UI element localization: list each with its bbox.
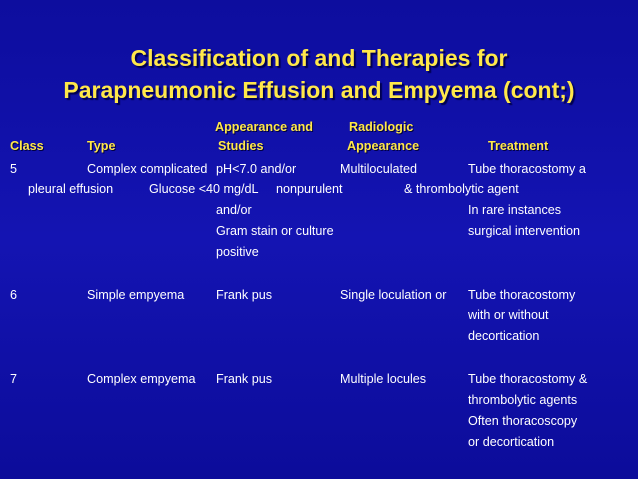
header-type: Type xyxy=(87,139,116,153)
row5-type-line-2: pleural effusion xyxy=(28,182,114,196)
row6-treatment-line-1: Tube thoracostomy xyxy=(468,288,576,302)
row7-treatment-line-2: thrombolytic agents xyxy=(468,393,578,407)
row6-appearance: Single loculation or xyxy=(340,288,447,302)
row5-studies-line-5: positive xyxy=(216,245,259,259)
header-treatment: Treatment xyxy=(488,139,549,153)
row7-treatment-line-4: or decortication xyxy=(468,435,555,449)
header-appearance: Appearance xyxy=(347,139,420,153)
row6-type: Simple empyema xyxy=(87,288,185,302)
row7-appearance: Multiple locules xyxy=(340,372,427,386)
row7-class: 7 xyxy=(10,372,18,386)
row7-type: Complex empyema xyxy=(87,372,196,386)
row5-nonpurulent: nonpurulent xyxy=(276,182,343,196)
row5-studies-line-1: pH<7.0 and/or xyxy=(216,162,297,176)
row5-treatment-line-3: In rare instances xyxy=(468,203,562,217)
header-radiologic: Radiologic xyxy=(349,120,414,134)
row5-treatment-line-2: & thrombolytic agent xyxy=(404,182,519,196)
header-class: Class xyxy=(10,139,44,153)
row7-studies: Frank pus xyxy=(216,372,272,386)
slide-title-line-2: Parapneumonic Effusion and Empyema (cont;) xyxy=(63,77,575,103)
row5-treatment-line-1: Tube thoracostomy a xyxy=(468,162,586,176)
row6-treatment-line-2: with or without xyxy=(468,308,549,322)
row5-studies-line-3: and/or xyxy=(216,203,252,217)
row6-class: 6 xyxy=(10,288,18,302)
row5-studies-line-2: Glucose <40 mg/dL xyxy=(149,182,259,196)
slide-title-line-1: Classification of and Therapies for xyxy=(130,45,508,71)
row6-treatment-line-3: decortication xyxy=(468,329,540,343)
header-appearance-and: Appearance and xyxy=(215,120,313,134)
row5-treatment-line-4: surgical intervention xyxy=(468,224,581,238)
row6-studies: Frank pus xyxy=(216,288,272,302)
row7-treatment-line-1: Tube thoracostomy & xyxy=(468,372,588,386)
row5-appearance: Multiloculated xyxy=(340,162,418,176)
row5-type-line-1: Complex complicated xyxy=(87,162,208,176)
row7-treatment-line-3: Often thoracoscopy xyxy=(468,414,578,428)
row5-studies-line-4: Gram stain or culture xyxy=(216,224,334,238)
row5-class: 5 xyxy=(10,162,18,176)
header-studies: Studies xyxy=(218,139,264,153)
